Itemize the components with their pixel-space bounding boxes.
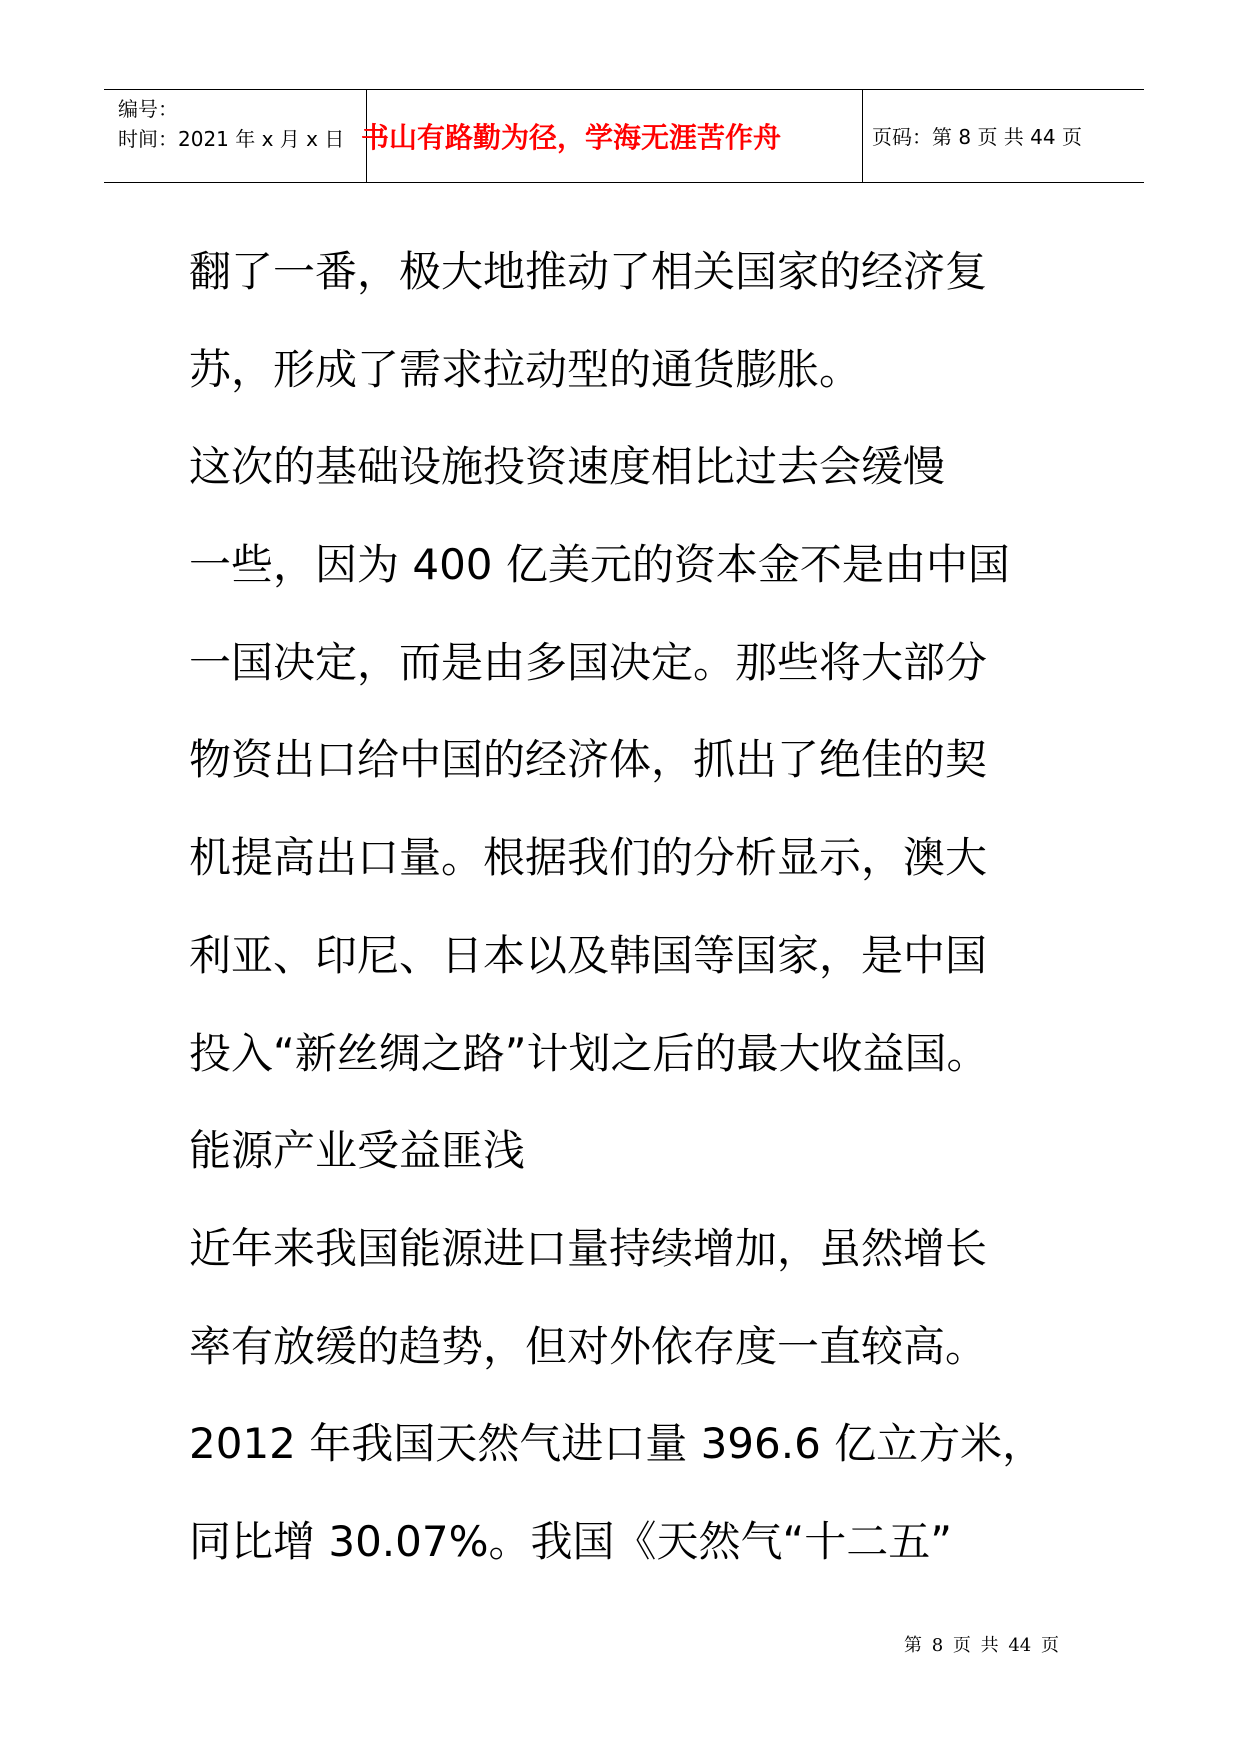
document-body xyxy=(189,223,1149,1591)
body-line: 翻了一番，极大地推动了相关国家的经济复 xyxy=(189,247,988,296)
page-header xyxy=(104,89,1144,183)
body-line: 利亚、印尼、日本以及韩国等国家，是中国 xyxy=(189,930,988,980)
body-line: 这次的基础设施投资速度相比过去会缓慢 xyxy=(189,442,946,492)
header-divider-right xyxy=(862,90,863,182)
body-line: 率有放缓的趋势，但对外依存度一直较高。 xyxy=(189,1321,988,1371)
header-page-info: 页码：第 8 页 共 44 页 xyxy=(872,125,1082,149)
body-line: 一国决定，而是由多国决定。那些将大部分 xyxy=(189,637,988,687)
body-line: 机提高出口量。根据我们的分析显示，澳大 xyxy=(189,833,988,883)
header-motto: 书山有路勤为径，学海无涯苦作舟 xyxy=(361,120,782,154)
section-heading: 能源产业受益匪浅 xyxy=(189,1126,526,1176)
body-line: 近年来我国能源进口量持续增加，虽然增长 xyxy=(189,1223,988,1273)
serial-number-label: 编号： xyxy=(118,97,178,121)
body-line: 同比增 30.07%。我国《天然气“十二五” xyxy=(189,1516,953,1566)
body-line: 物资出口给中国的经济体，抓出了绝佳的契 xyxy=(189,735,988,785)
body-line: 投入“新丝绸之路”计划之后的最大收益国。 xyxy=(189,1028,989,1078)
body-line: 2012 年我国天然气进口量 396.6 亿立方米， xyxy=(189,1419,1045,1469)
header-meta xyxy=(118,94,344,154)
date-label: 时间：2021 年 x 月 x 日 xyxy=(118,127,345,151)
body-line: 苏，形成了需求拉动型的通货膨胀。 xyxy=(189,344,862,394)
page-footer: 第 8 页 共 44 页 xyxy=(904,1635,1059,1656)
body-line: 一些，因为 400 亿美元的资本金不是由中国 xyxy=(189,540,1010,590)
